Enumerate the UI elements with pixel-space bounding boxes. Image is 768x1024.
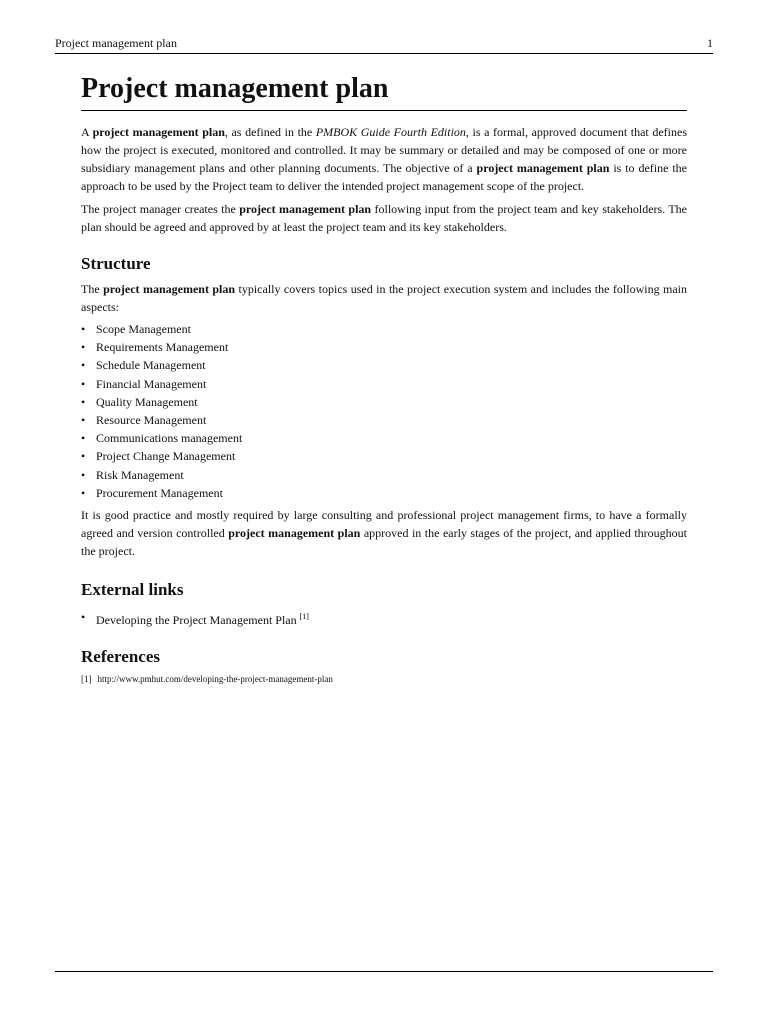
list-item <box>81 356 687 374</box>
reference-marker[interactable]: [1] <box>299 612 309 622</box>
list-item <box>81 608 687 629</box>
list-item-label: Project Change Management <box>96 449 236 464</box>
list-item-label: Requirements Management <box>96 340 229 355</box>
list-item <box>81 466 687 484</box>
list-item <box>81 393 687 411</box>
list-item-label: Communications management <box>96 431 243 446</box>
bullet-icon: • <box>81 340 86 355</box>
running-title: Project management plan <box>55 36 177 50</box>
list-item-label: Resource Management <box>96 413 207 428</box>
bold-term: project management plan <box>92 125 225 139</box>
text-run: It is good practice and mostly required by large consulting and professional project management firms, to have a formally agreed and version controlled <box>81 508 687 541</box>
text-run: The project manager creates the <box>81 202 240 216</box>
list-item <box>81 375 687 393</box>
bullet-icon: • <box>81 376 86 391</box>
bold-term: project management plan <box>228 526 361 541</box>
bold-term: project management plan <box>103 282 236 296</box>
list-item <box>81 484 687 502</box>
text-run: , as defined in the <box>224 125 316 139</box>
bold-term: project management plan <box>476 161 610 175</box>
bullet-icon: • <box>81 485 86 500</box>
text-run: following input from the project team and key stakeholders. The plan should be agreed and approved by at least the project team and its key stakeholders. <box>81 202 688 234</box>
page-title: Project management plan <box>81 72 687 111</box>
structure-intro <box>81 280 687 316</box>
practice-paragraph <box>81 506 687 560</box>
external-link[interactable]: Developing the Project Management Plan <box>96 613 300 628</box>
list-item-label: Financial Management <box>96 376 207 391</box>
list-item <box>81 429 687 447</box>
list-item-label: Scope Management <box>96 322 191 336</box>
bullet-icon: • <box>81 610 86 625</box>
list-item <box>81 338 687 356</box>
bullet-icon: • <box>81 394 86 409</box>
list-item-label: Risk Management <box>96 467 184 482</box>
reference-number: [1] <box>81 674 92 685</box>
list-item-label: Procurement Management <box>96 485 223 500</box>
text-run: The <box>81 282 104 296</box>
section-heading-external-links: External links <box>81 580 184 600</box>
italic-title: PMBOK Guide Fourth Edition <box>315 125 466 139</box>
page-number: 1 <box>707 36 713 50</box>
bullet-icon: • <box>81 413 86 428</box>
footer-divider <box>55 971 713 972</box>
bullet-icon: • <box>81 431 86 446</box>
list-item-label: Schedule Management <box>96 358 206 373</box>
aspects-list <box>81 320 687 502</box>
text-run: , is a formal, approved document that defines how the project is executed, monitored and controlled. It may be summary or detailed and may be composed of one or more subsidiary management plans and other planning documents. The objective of a <box>81 125 687 175</box>
text-run: typically covers topics used in the project execution system and includes the following main aspects: <box>81 282 687 314</box>
list-item-label: Quality Management <box>96 394 198 409</box>
bold-term: project management plan <box>239 202 372 216</box>
list-item <box>81 447 687 465</box>
text-run: is to define the approach to be used by the Project team to deliver the intended project management scope of the project. <box>81 161 687 193</box>
bullet-icon: • <box>81 467 86 482</box>
external-links-list <box>81 608 687 629</box>
intro-paragraph-2 <box>81 200 687 236</box>
reference-url-link[interactable]: http://www.pmhut.com/developing-the-project-management-plan <box>97 674 333 685</box>
section-heading-structure: Structure <box>81 254 151 273</box>
list-item <box>81 320 687 338</box>
section-heading-references: References <box>81 647 160 667</box>
list-item <box>81 411 687 429</box>
bullet-icon: • <box>81 358 86 373</box>
reference-item <box>81 673 687 685</box>
intro-paragraph-1 <box>81 123 687 195</box>
bullet-icon: • <box>81 449 86 464</box>
text-run: approved in the early stages of the project, and applied throughout the project. <box>81 526 687 559</box>
running-header <box>55 36 713 54</box>
text-run: A <box>81 125 93 139</box>
bullet-icon: • <box>81 322 86 336</box>
article <box>81 72 687 685</box>
